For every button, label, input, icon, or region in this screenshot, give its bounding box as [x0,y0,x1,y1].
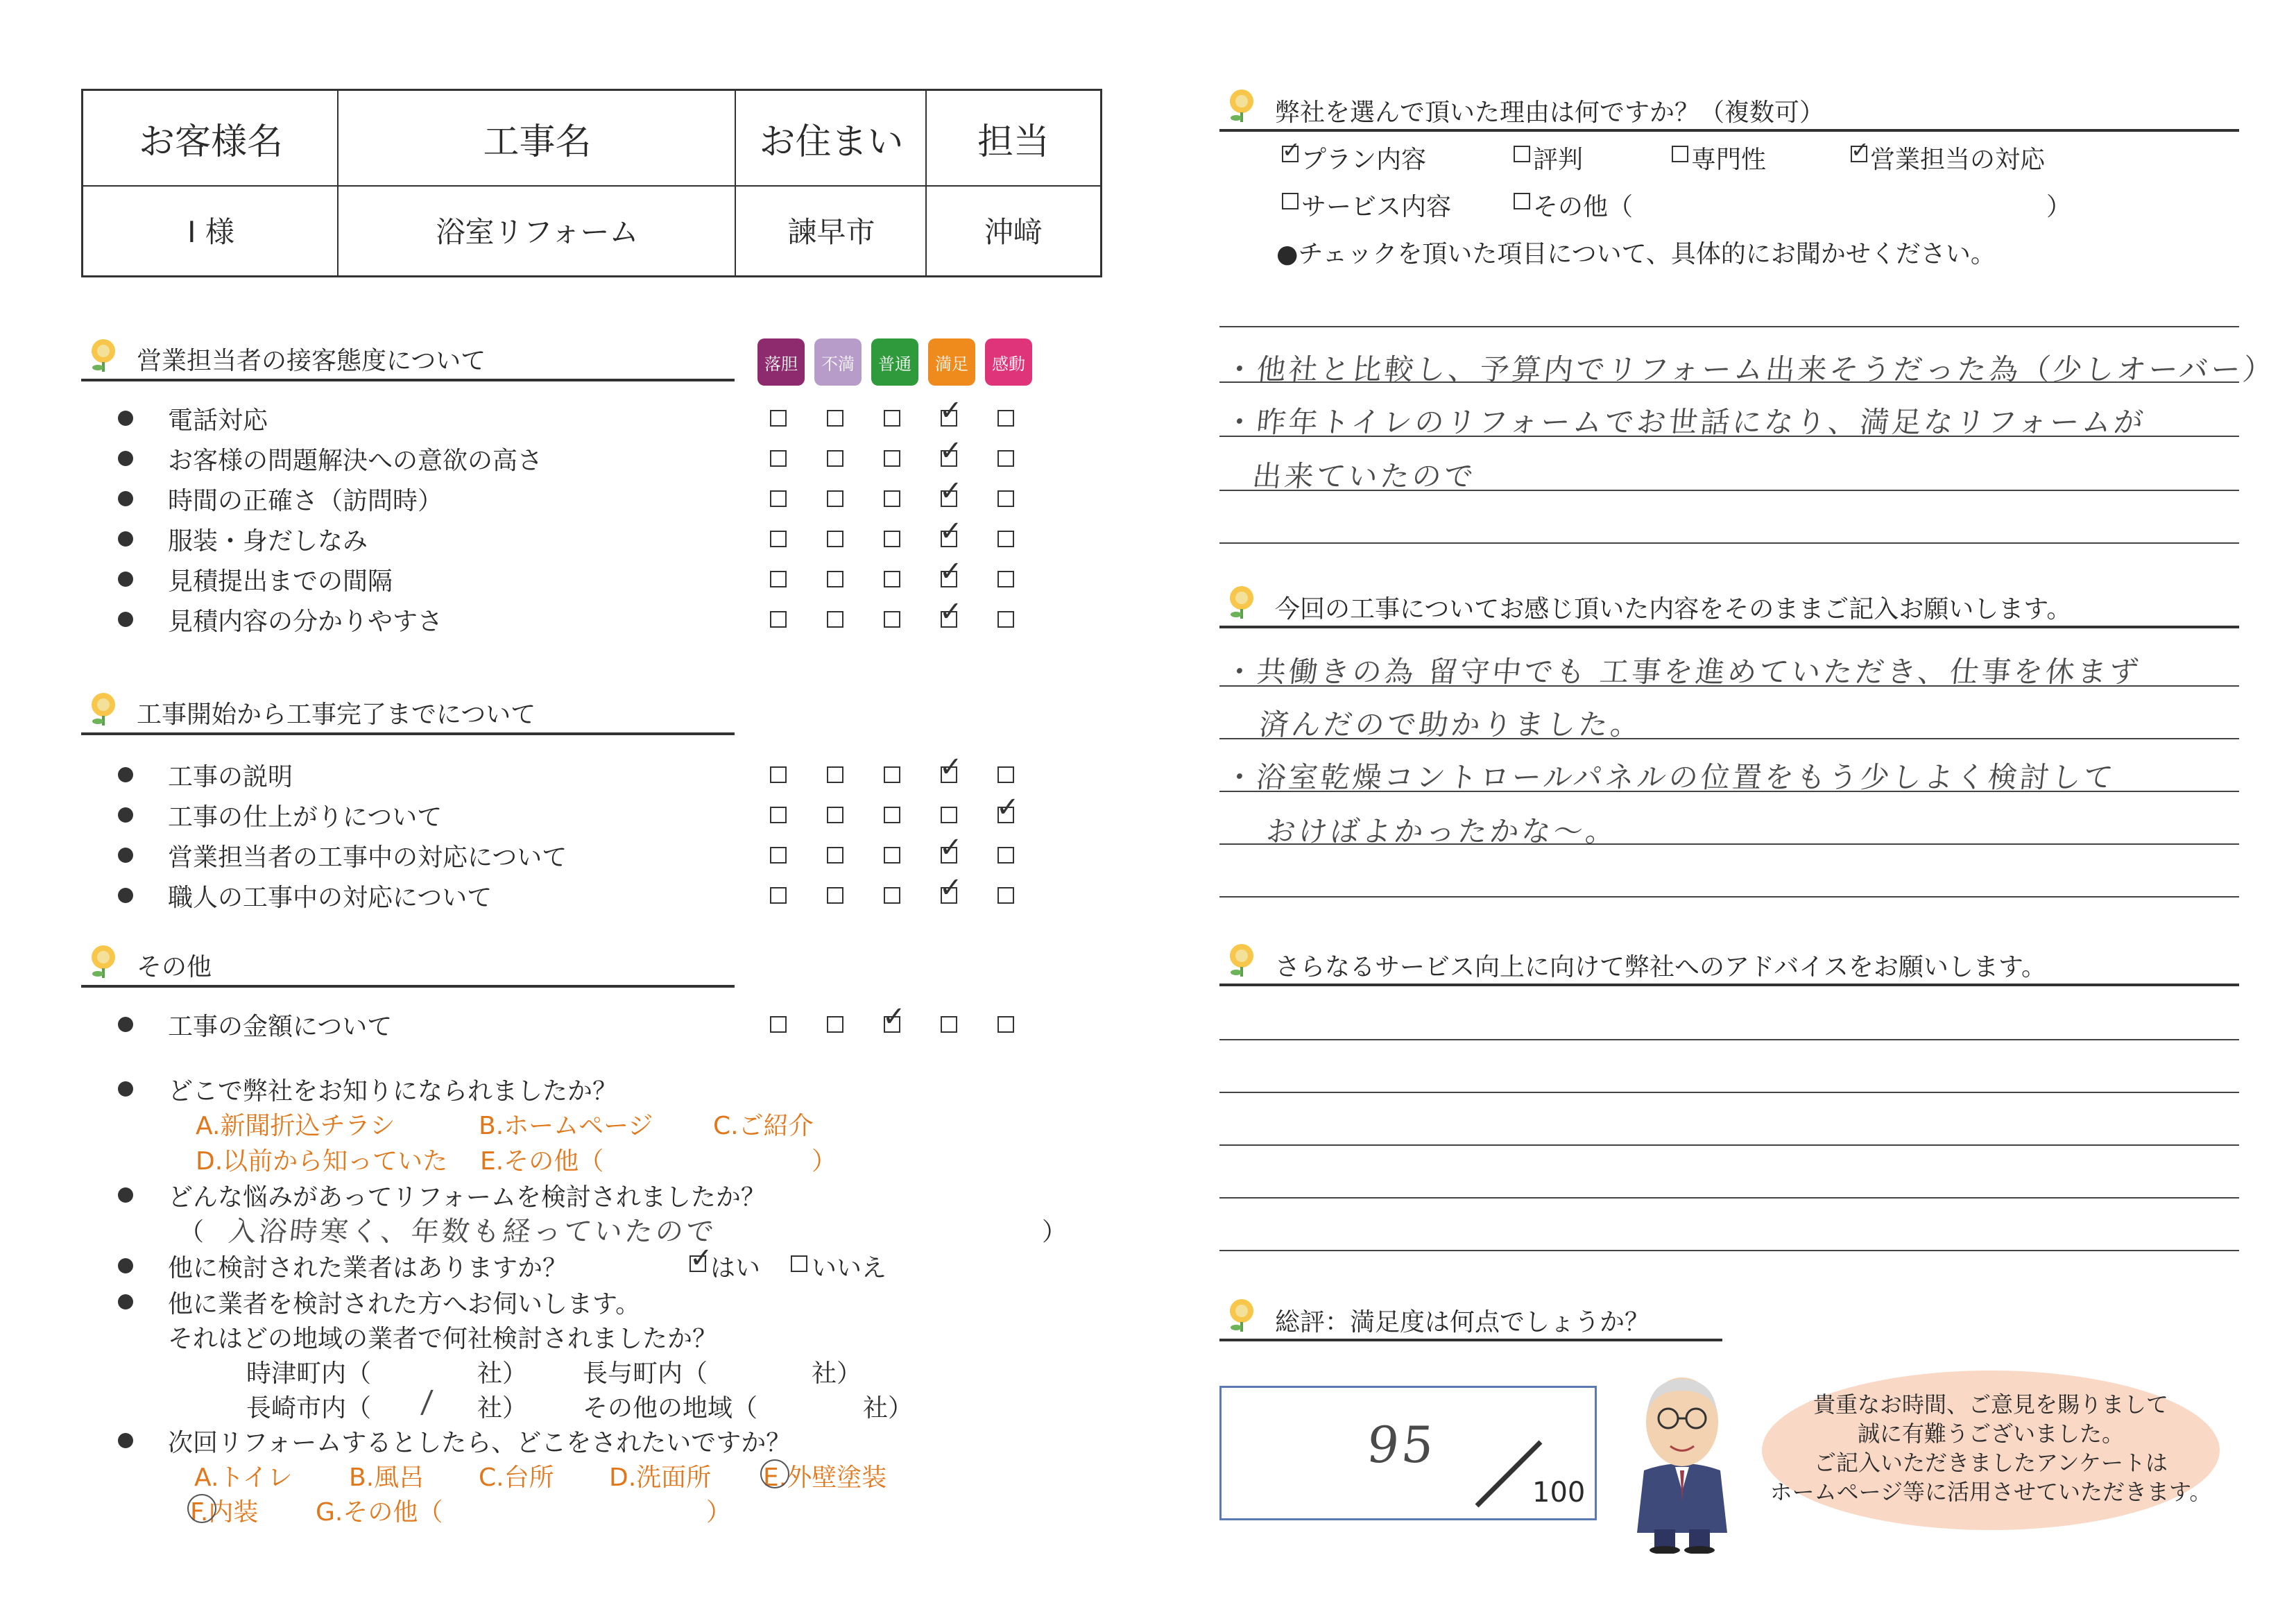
area-other-suffix: 社） [863,1394,914,1423]
area-nagayo-suffix: 社） [812,1359,862,1388]
rating-row-label: 営業担当者の工事中の対応について [168,843,567,872]
checkbox-reason-reputation[interactable] [1514,146,1530,162]
rating-checkbox[interactable] [941,807,957,823]
rating-checkbox[interactable] [770,531,787,547]
rating-checkbox[interactable] [770,410,787,427]
rating-badge-normal: 普通 [871,338,918,386]
rating-row-label: 職人の工事中の対応について [168,884,492,912]
reason-handwritten-1: ・他社と比較し、予算内でリフォーム出来そうだった為（少しオーバー） [1223,352,2277,386]
impression-handwritten-4: おけばよかったかな〜。 [1265,814,1620,848]
rating-row-label: 工事の仕上がりについて [168,803,443,832]
value-residence: 諫早市 [787,215,875,249]
rating-badge-disappointed: 落胆 [757,338,805,386]
reason-reputation: 評判 [1533,146,1584,174]
section-score-title: 総評：満足度は何点でしょうか？ [1275,1308,1650,1337]
rating-checkbox[interactable] [884,450,900,467]
section-other [81,943,735,988]
answer-line [1219,542,2239,544]
section-advice [1219,942,2239,986]
section-reason [1219,87,2239,132]
next-option-g-close: ） [706,1498,732,1527]
flower-icon [1226,1297,1257,1333]
circle-mark-f [187,1494,216,1523]
reason-expertise: 専門性 [1691,146,1767,174]
rating-row-label: お客様の問題解決への意欲の高さ [168,447,543,475]
score-value: 95 [1364,1416,1440,1474]
rating-checkbox[interactable] [997,450,1014,467]
check-mark-icon: ✓ [939,475,963,507]
rating-checkbox[interactable] [997,887,1014,904]
source-option-c: C.ご紹介 [713,1112,814,1140]
rating-checkbox[interactable] [827,450,843,467]
rating-checkbox[interactable] [827,531,843,547]
check-mark-icon: ✓ [939,596,963,628]
rating-checkbox[interactable] [770,887,787,904]
check-mark-icon: ✓ [939,556,963,587]
answer-line [1219,896,2239,898]
header-residence: お住まい [759,121,904,163]
value-customer-name: I 様 [187,215,234,249]
flower-icon [88,337,119,373]
checkbox-no[interactable] [791,1255,807,1272]
next-option-a: A.トイレ [194,1463,293,1492]
area-nagayo: 長与町内（ [583,1359,708,1388]
rating-checkbox[interactable] [770,450,787,467]
mascot-old-man-illustration [1616,1352,1748,1554]
answer-line [1219,1250,2239,1251]
rating-checkbox[interactable] [884,887,900,904]
check-mark-icon: ✓ [939,515,963,547]
next-option-b: B.風呂 [349,1463,425,1492]
check-mark-icon: ✓ [689,1242,713,1274]
rating-row-label: 時間の正確さ（訪問時） [168,487,443,515]
rating-checkbox[interactable] [827,611,843,628]
answer-line [1219,326,2239,327]
flower-icon [1226,87,1257,123]
checkbox-reason-expertise[interactable] [1672,146,1688,162]
checkbox-reason-service[interactable] [1282,193,1299,209]
rating-checkbox[interactable] [827,490,843,507]
check-mark-icon: ✓ [939,435,963,467]
rating-badge-moved: 感動 [985,338,1032,386]
bullet-dot [118,491,133,506]
thanks-line-2: 誠に有難うございました。 [1857,1420,2124,1447]
bullet-dot [118,1294,133,1309]
source-option-b: B.ホームページ [479,1112,653,1140]
option-no-label: いいえ [812,1254,887,1282]
header-staff: 担当 [977,121,1050,163]
reason-other: その他（ [1533,193,1634,221]
section-impression-title: 今回の工事についてお感じ頂いた内容をそのままご記入お願いします。 [1275,595,2072,624]
rating-checkbox[interactable] [884,611,900,628]
check-mark-icon: ✓ [882,1001,906,1033]
rating-checkbox[interactable] [884,766,900,783]
flower-icon [1226,942,1257,978]
next-option-d: D.洗面所 [609,1463,712,1492]
question-area-sub: それはどの地域の業者で何社検討されましたか？ [168,1325,718,1353]
rating-row-label: 電話対応 [168,406,268,435]
question-area-label: 他に業者を検討された方へお伺いします。 [168,1290,641,1319]
rating-checkbox[interactable] [827,847,843,864]
check-mark-icon: ✓ [996,791,1020,823]
rating-checkbox[interactable] [884,571,900,587]
bullet-dot [118,767,133,782]
checkbox-reason-other[interactable] [1514,193,1530,209]
rating-checkbox[interactable] [827,1016,843,1033]
value-work-name: 浴室リフォーム [436,215,639,249]
bullet-dot [118,1081,133,1097]
rating-row-label: 見積提出までの間隔 [168,567,393,596]
section-sales-title: 営業担当者の接客態度について [137,347,486,375]
flower-icon [88,943,119,979]
header-work-name: 工事名 [483,121,592,163]
rating-checkbox[interactable] [770,611,787,628]
question-next-label: 次回リフォームするとしたら、どこをされたいですか？ [168,1429,791,1457]
area-tokitsu: 時津町内（ [246,1359,372,1388]
worry-answer-handwritten: 入浴時寒く、年数も経っていたので [227,1216,719,1248]
rating-checkbox[interactable] [997,847,1014,864]
bullet-dot [118,1258,133,1273]
flower-icon [88,691,119,727]
answer-line [1219,1039,2239,1040]
customer-table [81,89,1102,277]
thanks-line-1: 貴重なお時間、ご意見を賜りまして [1813,1391,2168,1418]
area-other: その他の地域（ [583,1394,758,1423]
section-score [1219,1297,1722,1341]
impression-handwritten-1: ・共働きの為 留守中でも 工事を進めていただき、仕事を休まず [1223,655,2143,689]
reason-service: サービス内容 [1301,193,1452,221]
rating-checkbox[interactable] [770,766,787,783]
rating-checkbox[interactable] [997,611,1014,628]
bullet-dot [118,612,133,627]
section-construction [81,691,735,735]
rating-checkbox[interactable] [997,1016,1014,1033]
rating-checkbox[interactable] [941,1016,957,1033]
question-worry-label: どんな悩みがあってリフォームを検討されましたか？ [168,1183,766,1212]
check-mark-icon: ✓ [939,751,963,783]
reason-handwritten-2: ・昨年トイレのリフォームでお世話になり、満足なリフォームが [1223,405,2148,439]
score-box [1219,1386,1597,1520]
thanks-message [1762,1390,2220,1506]
bullet-dot [118,531,133,547]
rating-checkbox[interactable] [997,571,1014,587]
rating-row-label: 工事の説明 [168,763,293,791]
rating-badge-dissatisfied: 不満 [814,338,862,386]
option-yes-label: はい [710,1254,761,1282]
area-nagasaki-count: / [420,1384,437,1420]
rating-checkbox[interactable] [884,490,900,507]
section-advice-title: さらなるサービス向上に向けて弊社へのアドバイスをお願いします。 [1275,953,2047,981]
rating-checkbox[interactable] [997,531,1014,547]
rating-checkbox[interactable] [827,410,843,427]
reason-sales: 営業担当の対応 [1870,146,2046,174]
check-mark-icon: ✓ [1282,137,1301,163]
next-option-e: E.外壁塗装 [763,1463,887,1492]
source-option-d: D.以前から知っていた [196,1147,448,1176]
bullet-dot [118,807,133,823]
rating-checkbox[interactable] [770,490,787,507]
bullet-dot [118,451,133,466]
section-other-title: その他 [137,953,212,981]
rating-checkbox[interactable] [827,571,843,587]
check-mark-icon: ✓ [939,832,963,864]
rating-checkbox[interactable] [997,410,1014,427]
next-option-c: C.台所 [479,1463,554,1492]
next-option-g: G.その他（ [316,1498,443,1527]
bullet-dot [118,848,133,863]
rating-checkbox[interactable] [997,766,1014,783]
check-mark-icon: ✓ [1851,137,1869,163]
section-sales [81,337,735,381]
impression-handwritten-3: ・浴室乾燥コントロールパネルの位置をもう少しよく検討して [1223,760,2118,794]
reason-detail-prompt: ●チェックを頂いた項目について、具体的にお聞かせください。 [1276,240,1996,268]
thanks-line-4: ホームページ等に活用させていただきます。 [1770,1479,2212,1505]
rating-checkbox[interactable] [884,410,900,427]
rating-badge-satisfied: 満足 [928,338,975,386]
area-nagasaki-suffix: 社） [477,1394,528,1423]
flower-icon [1226,584,1257,620]
rating-checkbox[interactable] [827,887,843,904]
rating-checkbox[interactable] [827,807,843,823]
rating-checkbox[interactable] [770,847,787,864]
bullet-dot [118,1187,133,1203]
rating-checkbox[interactable] [997,490,1014,507]
rating-checkbox[interactable] [827,766,843,783]
bullet-dot [118,411,133,426]
worry-close-paren: ） [1042,1218,1068,1246]
section-impression [1219,584,2239,628]
check-mark-icon: ✓ [939,395,963,427]
area-tokitsu-suffix: 社） [477,1359,528,1388]
section-construction-title: 工事開始から工事完了までについて [137,701,536,729]
area-nagasaki: 長崎市内（ [246,1394,372,1423]
reason-plan: プラン内容 [1301,146,1427,174]
rating-row-label: 工事の金額について [168,1013,393,1041]
rating-checkbox[interactable] [770,1016,787,1033]
rating-checkbox[interactable] [884,531,900,547]
thanks-line-3: ご記入いただきましたアンケートは [1813,1450,2168,1476]
worry-open-paren: （ [179,1218,205,1246]
bullet-dot [118,1017,133,1032]
question-source-label: どこで弊社をお知りになられましたか？ [168,1077,618,1106]
source-option-e-close: ） [812,1147,837,1176]
check-mark-icon: ✓ [939,872,963,904]
source-option-e: E.その他（ [480,1147,604,1176]
rating-checkbox[interactable] [884,807,900,823]
bullet-dot [118,1433,133,1448]
reason-handwritten-3: 出来ていたので [1251,459,1478,493]
rating-row-label: 服装・身だしなみ [168,527,368,556]
source-option-a: A.新聞折込チラシ [196,1112,395,1140]
score-max: 100 [1532,1477,1586,1509]
bullet-dot [118,888,133,903]
next-option-f: F.内装 [190,1498,259,1527]
bullet-dot [118,572,133,587]
answer-line [1219,1144,2239,1146]
answer-line [1219,1197,2239,1199]
circle-mark-e [760,1459,789,1488]
reason-other-close: ） [2046,193,2072,221]
rating-checkbox[interactable] [884,847,900,864]
rating-checkbox[interactable] [770,807,787,823]
rating-row-label: 見積内容の分かりやすさ [168,608,443,636]
impression-handwritten-2: 済んだので助かりました。 [1258,707,1645,741]
rating-checkbox[interactable] [770,571,787,587]
question-other-vendors-label: 他に検討された業者はありますか？ [168,1254,568,1282]
header-customer-name: お客様名 [138,121,283,163]
value-staff: 沖﨑 [984,215,1043,249]
answer-line [1219,1092,2239,1093]
section-reason-title: 弊社を選んで頂いた理由は何ですか？（複数可） [1275,98,1825,127]
